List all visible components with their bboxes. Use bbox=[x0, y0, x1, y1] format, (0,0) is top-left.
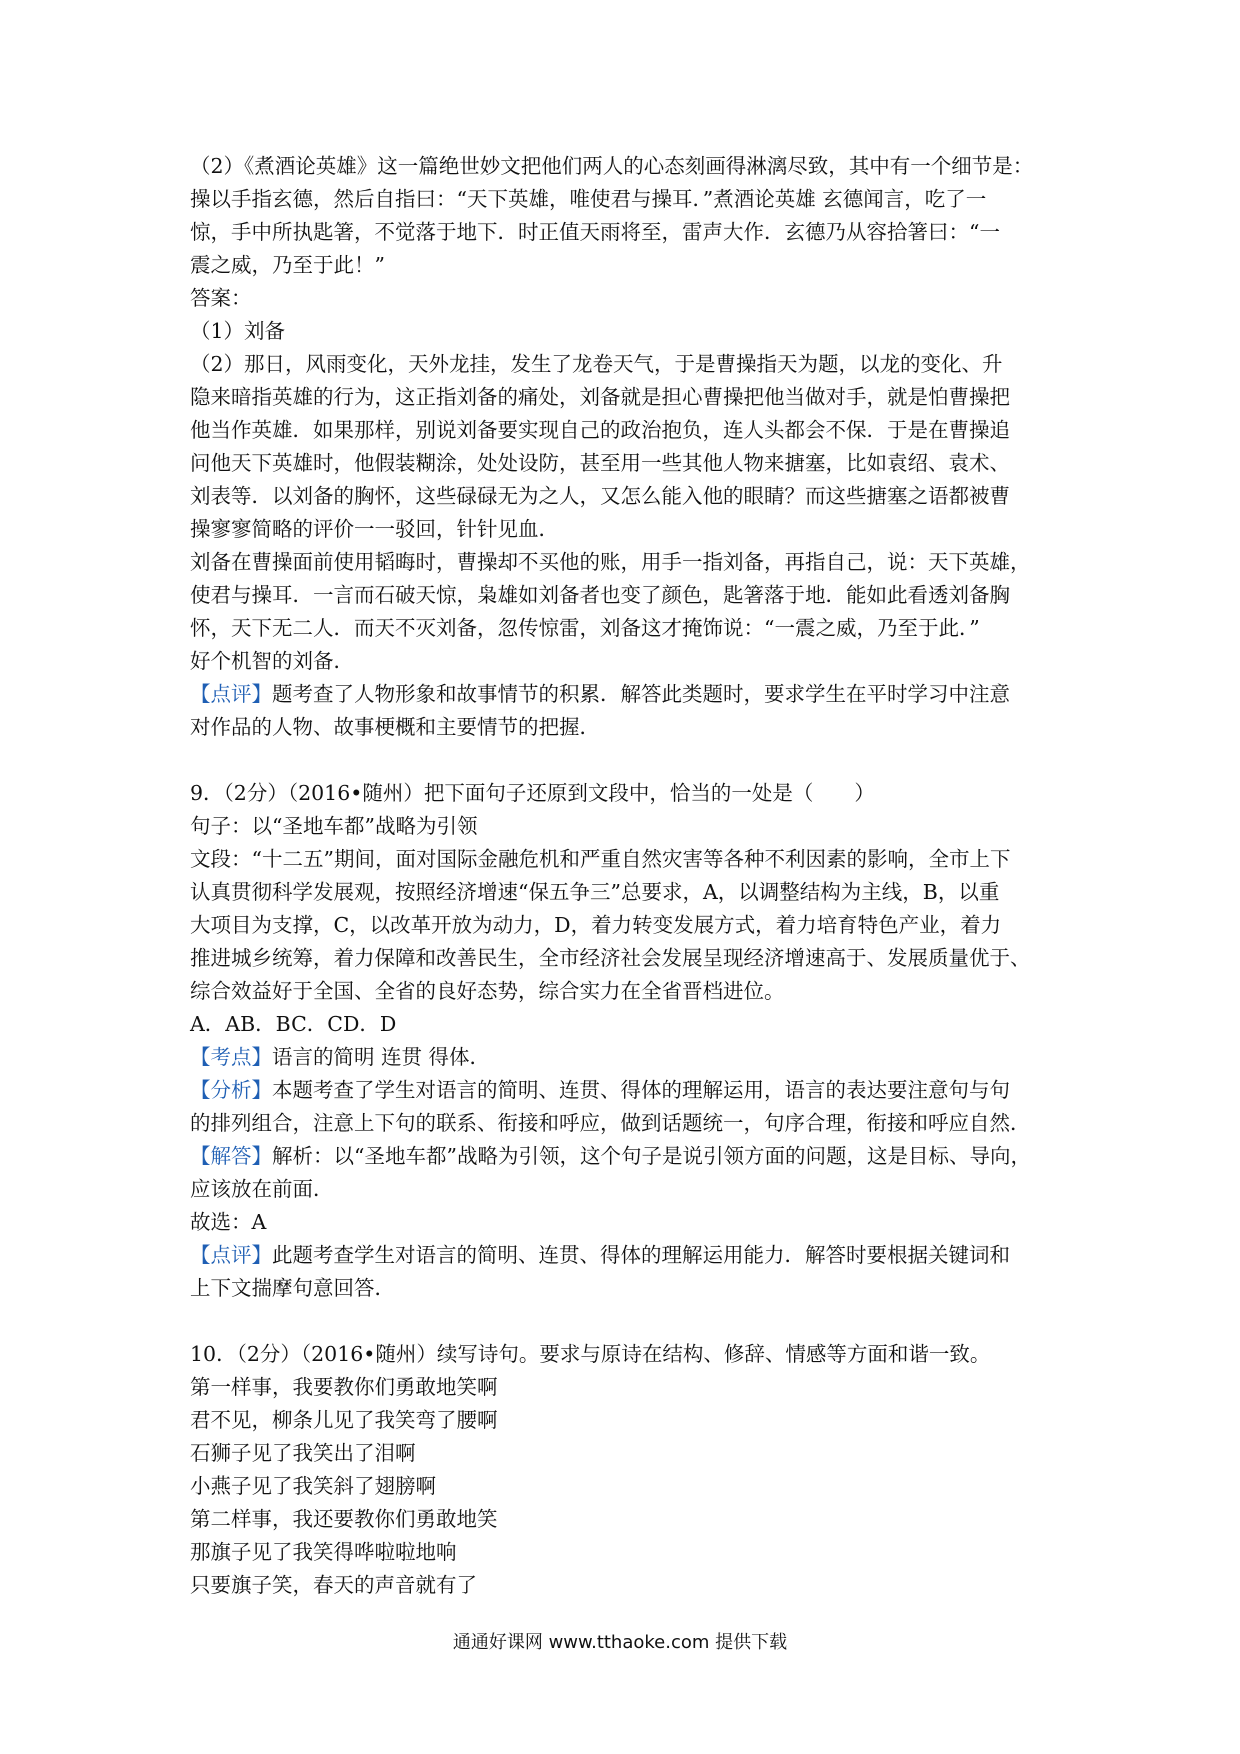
dianping-line bbox=[190, 1239, 1070, 1272]
page-footer: 通通好课网 www.tthaoke.com 提供下载 bbox=[452, 1632, 788, 1653]
fenxi-text: 本题考查了学生对语言的简明、连贯、得体的理解运用，语言的表达要注意句与句 bbox=[272, 1078, 1010, 1102]
dianping-tag: 【点评】 bbox=[190, 1243, 272, 1267]
poem-line: 小燕子见了我笑斜了翅膀啊 bbox=[190, 1474, 436, 1498]
text-line: 操以手指玄德，然后自指曰：“天下英雄，唯使君与操耳．”煮酒论英雄 玄德闻言，吃了一 bbox=[190, 187, 987, 211]
text-line: 惊，手中所执匙箸，不觉落于地下．时正值天雨将至，雷声大作．玄德乃从容拾箸曰：“一 bbox=[190, 220, 1000, 244]
question-sentence: 句子：以“圣地车都”战略为引领 bbox=[190, 814, 478, 838]
question-title: 9．（2分）（2016•随州）把下面句子还原到文段中，恰当的一处是（ ） bbox=[190, 781, 875, 805]
poem-line: 那旗子见了我笑得哗啦啦地响 bbox=[190, 1540, 457, 1564]
kaodian-text: 语言的简明 连贯 得体． bbox=[272, 1045, 491, 1069]
question-9 bbox=[190, 777, 1070, 1305]
answer-item-1: （1）刘备 bbox=[190, 319, 286, 343]
question-title: 10．（2分）（2016•随州）续写诗句。要求与原诗在结构、修辞、情感等方面和谐一致。 bbox=[190, 1342, 991, 1366]
dianping-line: 上下文揣摩句意回答． bbox=[190, 1276, 395, 1300]
text-line: 刘表等．以刘备的胸怀，这些碌碌无为之人，又怎么能入他的眼睛？而这些搪塞之语都被曹 bbox=[190, 484, 1010, 508]
jieda-tag: 【解答】 bbox=[190, 1144, 272, 1168]
jieda-line bbox=[190, 1140, 1070, 1173]
kaodian-line bbox=[190, 1041, 1070, 1074]
poem-line: 君不见，柳条儿见了我笑弯了腰啊 bbox=[190, 1408, 498, 1432]
fenxi-line: 的排列组合，注意上下句的联系、衔接和呼应，做到话题统一，句序合理，衔接和呼应自然． bbox=[190, 1111, 1031, 1135]
dianping-text: 此题考查学生对语言的简明、连贯、得体的理解运用能力．解答时要根据关键词和 bbox=[272, 1243, 1010, 1267]
text-line: （2）那日，风雨变化，天外龙挂，发生了龙卷天气，于是曹操指天为题，以龙的变化、升 bbox=[190, 352, 1003, 376]
answer-heading: 答案： bbox=[190, 286, 252, 310]
question-10 bbox=[190, 1338, 1070, 1602]
text-line: 隐来暗指英雄的行为，这正指刘备的痛处，刘备就是担心曹操把他当做对手，就是怕曹操把 bbox=[190, 385, 1010, 409]
passage-line: 文段：“十二五”期间，面对国际金融危机和严重自然灾害等各种不利因素的影响，全市上下 bbox=[190, 847, 1011, 871]
answer-block-previous-question bbox=[190, 150, 1070, 744]
kaodian-tag: 【考点】 bbox=[190, 1045, 272, 1069]
passage-line: 综合效益好于全国、全省的良好态势，综合实力在全省晋档进位。 bbox=[190, 979, 785, 1003]
comment-line: 对作品的人物、故事梗概和主要情节的把握． bbox=[190, 715, 600, 739]
poem-line: 第一样事，我要教你们勇敢地笑啊 bbox=[190, 1375, 498, 1399]
comment-tag: 【点评】 bbox=[190, 682, 272, 706]
comment-line bbox=[190, 678, 1070, 711]
text-line: 震之威，乃至于此！” bbox=[190, 253, 385, 277]
spacer bbox=[190, 1305, 1070, 1338]
jieda-line: 应该放在前面． bbox=[190, 1177, 334, 1201]
poem-line: 只要旗子笑，春天的声音就有了 bbox=[190, 1573, 477, 1597]
document-body bbox=[190, 150, 1070, 1602]
text-line: 使君与操耳．一言而石破天惊，枭雄如刘备者也变了颜色，匙箸落于地．能如此看透刘备胸 bbox=[190, 583, 1010, 607]
comment-text: 题考查了人物形象和故事情节的积累．解答此类题时，要求学生在平时学习中注意 bbox=[272, 682, 1010, 706]
answer-options: A．AB．BC．CD．D bbox=[190, 1012, 397, 1036]
passage-line: 大项目为支撑，C，以改革开放为动力，D，着力转变发展方式，着力培育特色产业，着力 bbox=[190, 913, 1002, 937]
fenxi-line bbox=[190, 1074, 1070, 1107]
text-line: 问他天下英雄时，他假装糊涂，处处设防，甚至用一些其他人物来搪塞，比如袁绍、袁术、 bbox=[190, 451, 1010, 475]
text-line: 操寥寥简略的评价一一驳回，针针见血． bbox=[190, 517, 559, 541]
passage-line: 认真贯彻科学发展观，按照经济增速“保五争三”总要求，A，以调整结构为主线，B，以重 bbox=[190, 880, 1000, 904]
poem-line: 石狮子见了我笑出了泪啊 bbox=[190, 1441, 416, 1465]
fenxi-tag: 【分析】 bbox=[190, 1078, 272, 1102]
spacer bbox=[190, 744, 1070, 777]
text-line: （2）《煮酒论英雄》这一篇绝世妙文把他们两人的心态刻画得淋漓尽致，其中有一个细节是： bbox=[190, 154, 1034, 178]
text-line: 刘备在曹操面前使用韬晦时，曹操却不买他的账，用手一指刘备，再指自己，说：天下英雄， bbox=[190, 550, 1031, 574]
text-line: 他当作英雄．如果那样，别说刘备要实现自己的政治抱负，连人头都会不保．于是在曹操追 bbox=[190, 418, 1010, 442]
poem-line: 第二样事，我还要教你们勇敢地笑 bbox=[190, 1507, 498, 1531]
selected-answer: 故选：A bbox=[190, 1210, 267, 1234]
jieda-text: 解析：以“圣地车都”战略为引领，这个句子是说引领方面的问题，这是目标、导向， bbox=[272, 1144, 1031, 1168]
text-line: 怀，天下无二人．而天不灭刘备，忽传惊雷，刘备这才掩饰说：“一震之威，乃至于此．” bbox=[190, 616, 980, 640]
passage-line: 推进城乡统筹，着力保障和改善民生，全市经济社会发展呈现经济增速高于、发展质量优于、 bbox=[190, 946, 1031, 970]
text-line: 好个机智的刘备． bbox=[190, 649, 354, 673]
